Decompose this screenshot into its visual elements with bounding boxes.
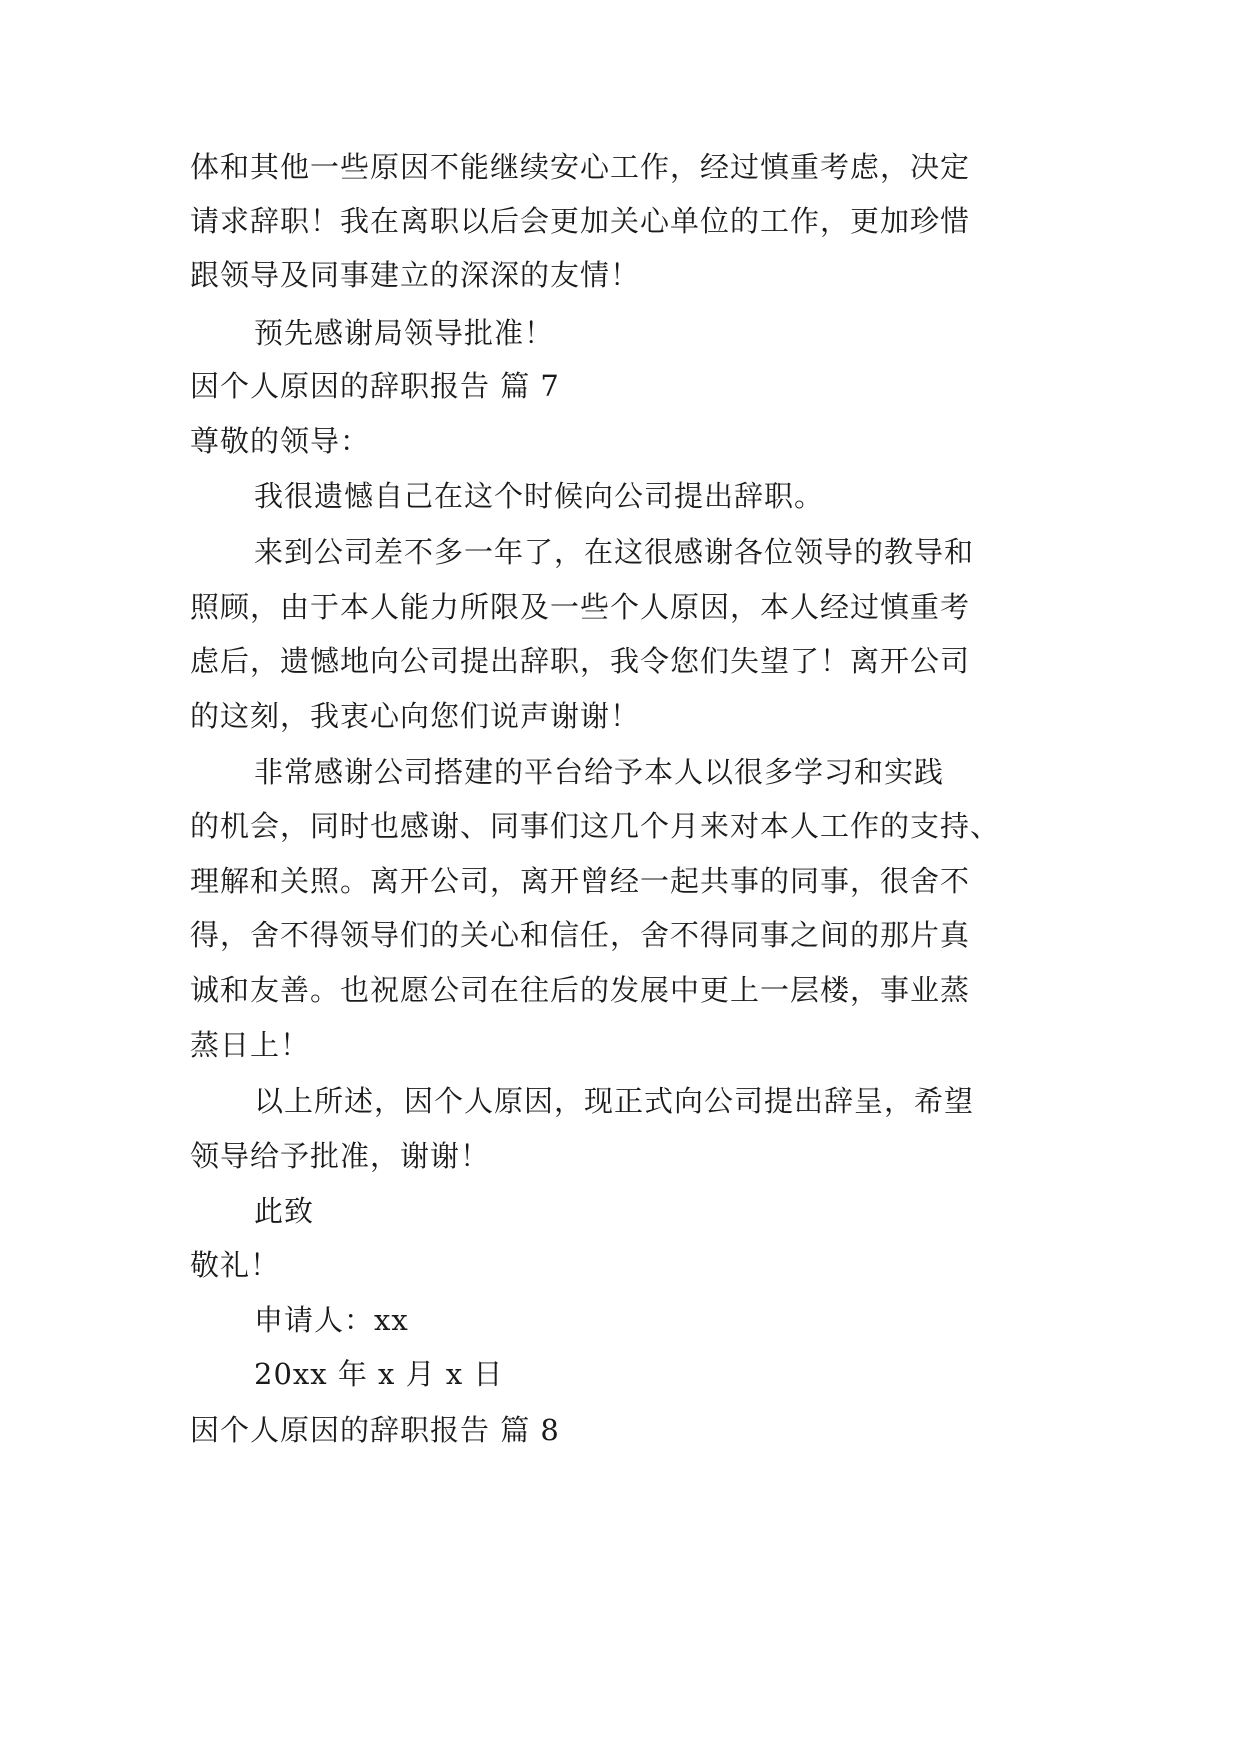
applicant-line: 申请人：xx: [254, 1303, 409, 1337]
section-heading: 因个人原因的辞职报告 篇 8: [190, 1413, 560, 1447]
paragraph-line: 体和其他一些原因不能继续安心工作，经过慎重考虑，决定: [190, 150, 971, 184]
paragraph-line: 照顾，由于本人能力所限及一些个人原因，本人经过慎重考: [190, 590, 971, 624]
paragraph-line: 诚和友善。也祝愿公司在往后的发展中更上一层楼，事业蒸: [190, 973, 971, 1007]
closing-line: 此致: [254, 1194, 315, 1228]
paragraph-line: 非常感谢公司搭建的平台给予本人以很多学习和实践: [254, 755, 945, 789]
paragraph-line: 请求辞职！我在离职以后会更加关心单位的工作，更加珍惜: [190, 204, 971, 238]
date-line: 20xx 年 x 月 x 日: [254, 1357, 504, 1391]
paragraph-line: 跟领导及同事建立的深深的友情！: [190, 258, 641, 292]
paragraph-line: 领导给予批准，谢谢！: [190, 1139, 491, 1173]
paragraph-line: 的这刻，我衷心向您们说声谢谢！: [190, 699, 641, 733]
paragraph-line: 预先感谢局领导批准！: [254, 316, 555, 350]
paragraph-line: 理解和关照。离开公司，离开曾经一起共事的同事，很舍不: [190, 864, 971, 898]
paragraph-line: 虑后，遗憾地向公司提出辞职，我令您们失望了！离开公司: [190, 644, 971, 678]
salutation: 尊敬的领导：: [190, 424, 371, 458]
paragraph-line: 来到公司差不多一年了，在这很感谢各位领导的教导和: [254, 535, 975, 569]
paragraph-line: 我很遗憾自己在这个时候向公司提出辞职。: [254, 479, 825, 513]
section-heading: 因个人原因的辞职报告 篇 7: [190, 369, 560, 403]
paragraph-line: 蒸日上！: [190, 1028, 311, 1062]
paragraph-line: 以上所述，因个人原因，现正式向公司提出辞呈，希望: [254, 1084, 975, 1118]
paragraph-line: 得，舍不得领导们的关心和信任，舍不得同事之间的那片真: [190, 918, 971, 952]
paragraph-line: 的机会，同时也感谢、同事们这几个月来对本人工作的支持、: [190, 809, 1001, 843]
closing-greeting: 敬礼！: [190, 1248, 281, 1282]
